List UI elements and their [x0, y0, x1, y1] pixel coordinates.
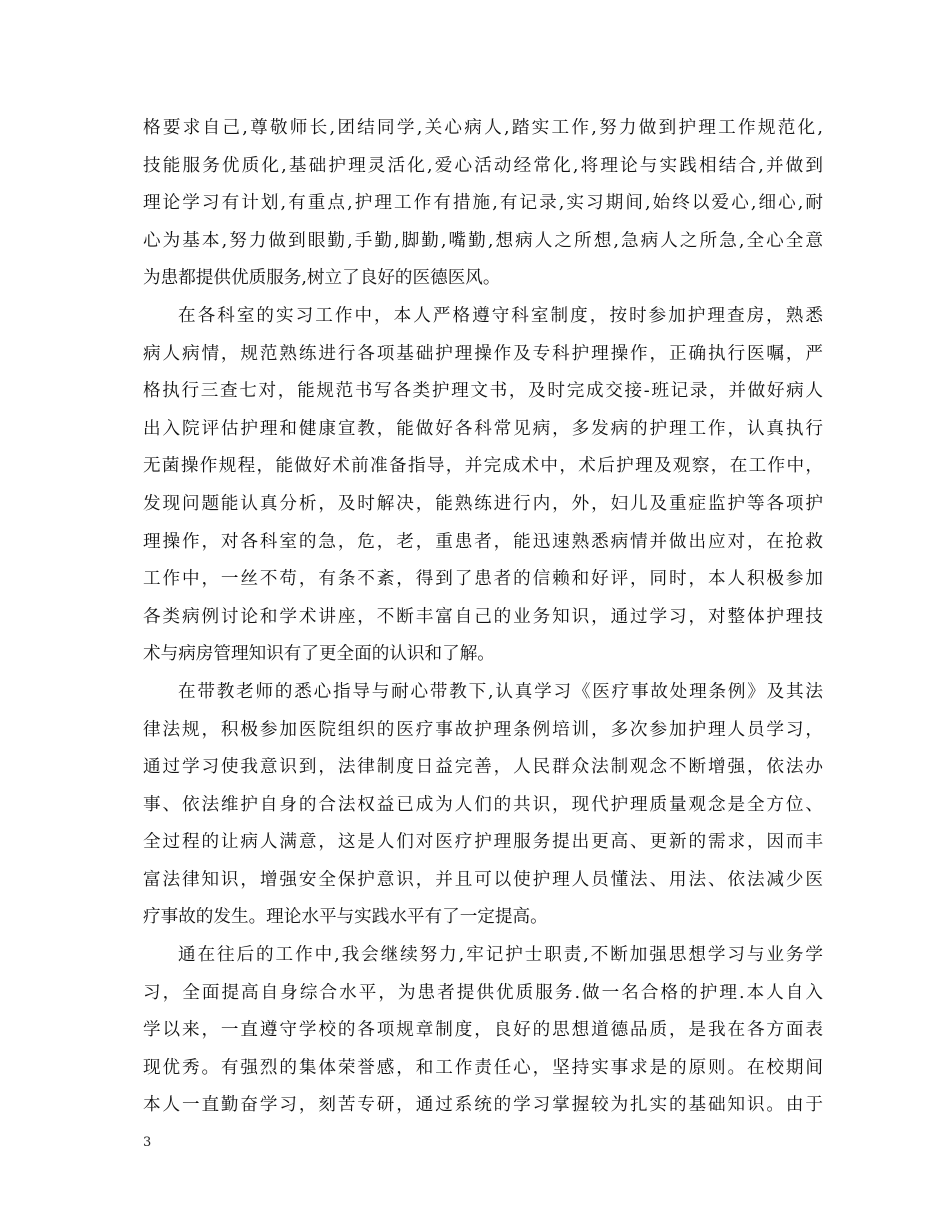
text-line: 出入院评估护理和健康宣教，能做好各科常见病，多发病的护理工作，认真执行 [143, 418, 823, 439]
paragraph [143, 937, 823, 1125]
text-line: 心为基本,努力做到眼勤,手勤,脚勤,嘴勤,想病人之所想,急病人之所急,全心全意 [143, 230, 823, 251]
text-line: 为患都提供优质服务,树立了良好的医德医风。 [143, 268, 501, 289]
text-line: 格执行三查七对，能规范书写各类护理文书，及时完成交接-班记录，并做好病人 [143, 381, 823, 402]
text-line: 习，全面提高自身综合水平，为患者提供优质服务.做一名合格的护理.本人自入 [143, 982, 823, 1003]
document-body [143, 110, 823, 1125]
text-line: 全过程的让病人满意，这是人们对医疗护理服务提出更高、更新的需求，因而丰 [143, 832, 823, 853]
text-line: 理论学习有计划,有重点,护理工作有措施,有记录,实习期间,始终以爱心,细心,耐 [143, 193, 823, 214]
text-line: 技能服务优质化,基础护理灵活化,爱心活动经常化,将理论与实践相结合,并做到 [143, 155, 823, 176]
text-line: 格要求自己,尊敬师长,团结同学,关心病人,踏实工作,努力做到护理工作规范化, [143, 118, 823, 138]
text-line: 术与病房管理知识有了更全面的认识和了解。 [143, 644, 495, 665]
text-line: 病人病情，规范熟练进行各项基础护理操作及专科护理操作，正确执行医嘱，严 [143, 343, 823, 364]
text-line: 在带教老师的悉心指导与耐心带教下,认真学习《医疗事故处理条例》及其法 [178, 681, 823, 702]
text-line: 律法规，积极参加医院组织的医疗事故护理条例培训，多次参加护理人员学习， [143, 719, 823, 740]
text-line: 学以来，一直遵守学校的各项规章制度，良好的思想道德品质，是我在各方面表 [143, 1020, 823, 1041]
text-line: 通在往后的工作中,我会继续努力,牢记护士职责,不断加强思想学习与业务学 [178, 945, 823, 966]
text-line: 富法律知识，增强安全保护意识，并且可以使护理人员懂法、用法、依法减少医 [143, 869, 823, 890]
text-line: 现优秀。有强烈的集体荣誉感，和工作责任心，坚持实事求是的原则。在校期间 [143, 1057, 823, 1078]
text-line: 通过学习使我意识到，法律制度日益完善，人民群众法制观念不断增强，依法办 [143, 757, 823, 778]
text-line: 在各科室的实习工作中，本人严格遵守科室制度，按时参加护理查房，熟悉 [178, 305, 823, 326]
text-line: 发现问题能认真分析，及时解决，能熟练进行内，外，妇儿及重症监护等各项护 [143, 493, 823, 514]
text-line: 疗事故的发生。理论水平与实践水平有了一定提高。 [143, 907, 548, 928]
paragraph [143, 298, 823, 674]
text-line: 本人一直勤奋学习，刻苦专研，通过系统的学习掌握较为扎实的基础知识。由于 [143, 1095, 823, 1116]
text-line: 无菌操作规程，能做好术前准备指导，并完成术中，术后护理及观察，在工作中， [143, 456, 823, 477]
page-number: 3 [143, 1135, 152, 1150]
paragraph [143, 674, 823, 937]
text-line: 理操作，对各科室的急，危，老，重患者，能迅速熟悉病情并做出应对，在抢救 [143, 531, 823, 552]
text-line: 各类病例讨论和学术讲座，不断丰富自己的业务知识，通过学习，对整体护理技 [143, 606, 823, 627]
paragraph [143, 110, 823, 298]
text-line: 工作中，一丝不苟，有条不紊，得到了患者的信赖和好评，同时，本人积极参加 [143, 569, 823, 590]
text-line: 事、依法维护自身的合法权益已成为人们的共识，现代护理质量观念是全方位、 [143, 794, 823, 815]
